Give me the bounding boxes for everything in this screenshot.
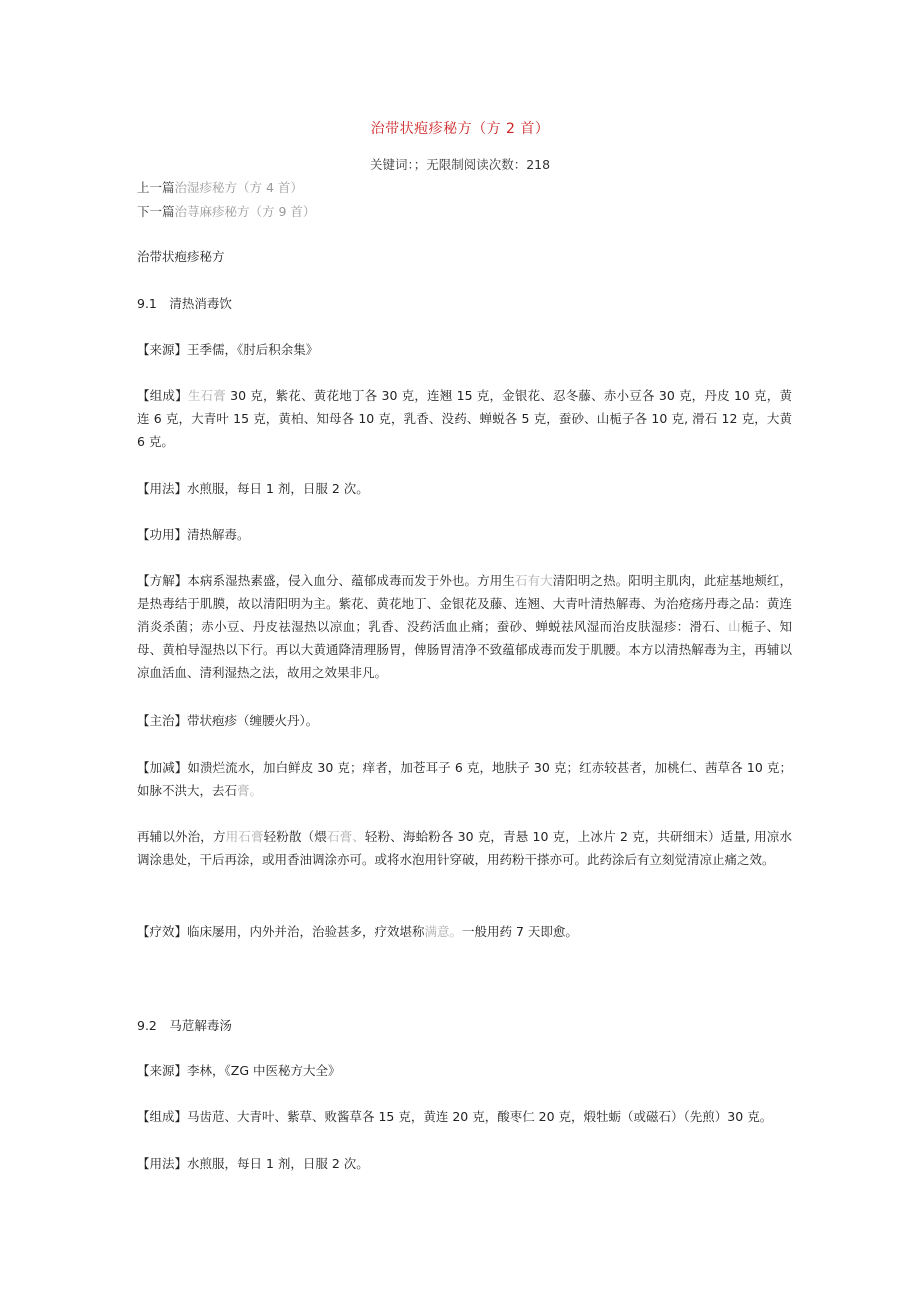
formula-1-modification <box>137 756 792 802</box>
explanation-text: 【方解】本病系湿热素盛，侵入血分、蕴郁成毒而发于外也。方用生 <box>137 573 515 588</box>
next-article <box>137 202 315 220</box>
explanation-text: 清阳明之热。阳明主肌肉，此症基地颊红，是热毒结于肌膜，故以清阳明为主。紫花、黄花地丁、金银花及藤、连翘、大青叶清热解毒、为治疮疡丹毒之品：黄连消炎杀菌；赤小豆、丹皮祛湿热以凉血；乳香、没药活血止痛；蚕砂、蝉蜕祛风湿而治皮肤湿疹：滑石、 <box>137 573 792 634</box>
next-article-link[interactable]: 治荨麻疹秘方（方 9 首） <box>174 204 316 219</box>
prev-article-link[interactable]: 治湿疹秘方（方 4 首） <box>174 180 303 195</box>
external-text: 再辅以外治，方 <box>137 829 226 844</box>
article-meta: 关键词：；无限制阅读次数：218 <box>369 157 551 172</box>
highlight-term: 生石膏 <box>187 388 226 403</box>
highlight-term: 石膏、 <box>326 829 365 844</box>
section-title: 治带状疱疹秘方 <box>137 249 225 264</box>
external-text: 轻粉散（煨 <box>263 829 327 844</box>
formula-1-source: 【来源】王季儒，《肘后积余集》 <box>137 342 319 357</box>
external-text: 轻粉、海蛤粉各 30 克，青悬 10 克，上冰片 2 克，共研细末）适量, 用凉水调涂患处，干后再涂，或用香油调涂亦可。或将水泡用针穿破，用药粉干搽亦可。此药涂后有立刻觉清凉止痛之效。 <box>137 829 792 867</box>
formula-1-heading: 9.1 清热消毒饮 <box>137 296 232 311</box>
highlight-term: 满意。 <box>424 924 463 939</box>
composition-text: 30 克，紫花、黄花地丁各 30 克，连翘 15 克，金银花、忍冬藤、赤小豆各 30 克，丹皮 10 克，黄连 6 克，大青叶 15 克，黄柏、知母各 10 克，乳香、没药、蝉蜕各 5 克，蚕砂、山栀子各 10 克, 滑石 12 克，大黄 6 克。 <box>137 388 792 449</box>
prev-label: 上一篇 <box>137 180 175 195</box>
prev-article <box>137 178 303 196</box>
formula-1-usage: 【用法】水煎服，每日 1 剂，日服 2 次。 <box>137 481 369 496</box>
highlight-term: 石有大 <box>514 573 553 588</box>
composition-label: 【组成】 <box>137 388 188 403</box>
formula-1-indication: 【主治】带状疱疹（缠腰火丹）。 <box>137 713 319 728</box>
formula-2-heading: 9.2 马苊解毒汤 <box>137 1018 232 1033</box>
result-text: 一般用药 7 天即愈。 <box>462 924 578 939</box>
highlight-term: 膏。 <box>237 783 263 798</box>
formula-1-effect: 【功用】清热解毒。 <box>137 527 250 542</box>
formula-1-external <box>137 825 792 871</box>
highlight-term: 山 <box>728 619 741 634</box>
article-title: 治带状疱疹秘方（方 2 首） <box>370 121 550 137</box>
next-label: 下一篇 <box>137 204 175 219</box>
modification-text: 【加减】如溃烂流水，加白鲜皮 30 克；痒者，加苍耳子 6 克，地肤子 30 克；红赤较甚者，加桃仁、茜草各 10 克；如脉不洪大，去石 <box>137 760 792 798</box>
highlight-term: 用石膏 <box>225 829 264 844</box>
formula-1-result <box>137 920 792 943</box>
result-text: 【疗效】临床屡用，内外并治，治验甚多，疗效堪称 <box>137 924 425 939</box>
formula-2-composition: 【组成】马齿苊、大青叶、紫草、败酱草各 15 克，黄连 20 克，酸枣仁 20 克，煅牡蛎（或磁石）（先煎）30 克。 <box>137 1109 773 1124</box>
explanation-text: 栀子、知母、黄柏导湿热以下行。再以大黄通降清理肠胃，俾肠胃清净不致蕴郁成毒而发于肌腰。本方以清热解毒为主，再辅以凉血活血、清利湿热之法，故用之效果非凡。 <box>137 619 792 680</box>
formula-2-usage: 【用法】水煎服，每日 1 剂，日服 2 次。 <box>137 1156 369 1171</box>
formula-1-composition <box>137 384 792 453</box>
formula-2-source: 【来源】李林，《ZG 中医秘方大全》 <box>137 1063 341 1078</box>
formula-1-explanation <box>137 569 792 684</box>
